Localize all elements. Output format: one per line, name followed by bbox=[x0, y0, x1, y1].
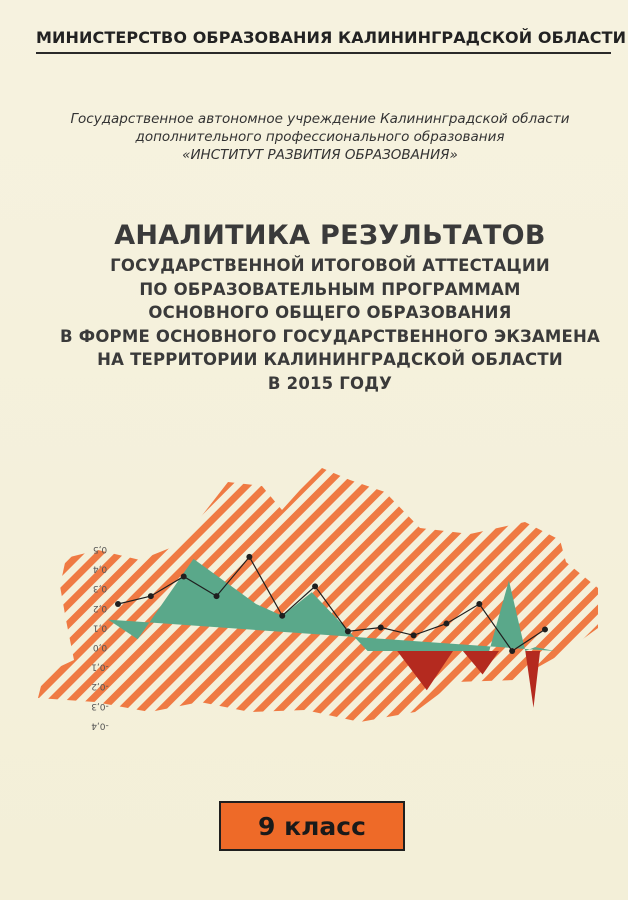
series-point bbox=[279, 613, 285, 619]
header-divider bbox=[36, 52, 611, 54]
y-tick-label: -0,1 bbox=[91, 661, 109, 672]
grade-label: 9 класс bbox=[258, 811, 366, 841]
series-point bbox=[378, 624, 384, 630]
series-point bbox=[443, 621, 449, 627]
institution-line-3: «ИНСТИТУТ РАЗВИТИЯ ОБРАЗОВАНИЯ» bbox=[182, 147, 458, 163]
subtitle-line-4: В ФОРМЕ ОСНОВНОГО ГОСУДАРСТВЕННОГО ЭКЗАМЕНА bbox=[60, 326, 600, 346]
grade-badge bbox=[219, 801, 405, 851]
document-title: АНАЛИТИКА РЕЗУЛЬТАТОВ bbox=[114, 220, 546, 251]
y-tick-label: 0,5 bbox=[92, 544, 108, 554]
y-tick-label: 0,0 bbox=[92, 642, 108, 652]
y-tick-label: 0,1 bbox=[92, 622, 108, 633]
series-point bbox=[214, 593, 220, 599]
series-point bbox=[312, 583, 318, 589]
institution-line-2: дополнительного профессионального образования bbox=[135, 129, 505, 145]
y-tick-label: 0,3 bbox=[92, 583, 108, 594]
subtitle-line-5: НА ТЕРРИТОРИИ КАЛИНИНГРАДСКОЙ ОБЛАСТИ bbox=[97, 350, 563, 369]
series-point bbox=[345, 628, 351, 634]
series-point bbox=[542, 626, 548, 632]
subtitle-line-2: ПО ОБРАЗОВАТЕЛЬНЫМ ПРОГРАММАМ bbox=[139, 279, 521, 299]
y-tick-label: 0,4 bbox=[92, 563, 108, 574]
region-map-shape bbox=[38, 468, 598, 722]
subtitle-line-6: В 2015 ГОДУ bbox=[267, 373, 393, 393]
series-point bbox=[148, 593, 154, 599]
series-point bbox=[476, 601, 482, 607]
document-subtitle bbox=[20, 254, 628, 395]
series-point bbox=[246, 554, 252, 560]
subtitle-line-1: ГОСУДАРСТВЕННОЙ ИТОГОВОЙ АТТЕСТАЦИИ bbox=[110, 256, 550, 275]
y-tick-label: 0,2 bbox=[92, 602, 108, 613]
series-point bbox=[411, 632, 417, 638]
y-tick-label: -0,3 bbox=[91, 700, 109, 711]
series-point bbox=[115, 601, 121, 607]
institution-line-1: Государственное автономное учреждение Калининградской области bbox=[70, 111, 570, 127]
subtitle-line-3: ОСНОВНОГО ОБЩЕГО ОБРАЗОВАНИЯ bbox=[148, 303, 512, 322]
y-tick-label: -0,4 bbox=[91, 720, 109, 731]
series-point bbox=[509, 648, 515, 654]
institution-block bbox=[40, 110, 600, 164]
series-point bbox=[181, 574, 187, 580]
region-chart-illustration bbox=[0, 450, 628, 750]
y-tick-label: -0,2 bbox=[91, 681, 109, 692]
ministry-header: МИНИСТЕРСТВО ОБРАЗОВАНИЯ КАЛИНИНГРАДСКОЙ ОБЛАСТИ bbox=[36, 28, 627, 47]
